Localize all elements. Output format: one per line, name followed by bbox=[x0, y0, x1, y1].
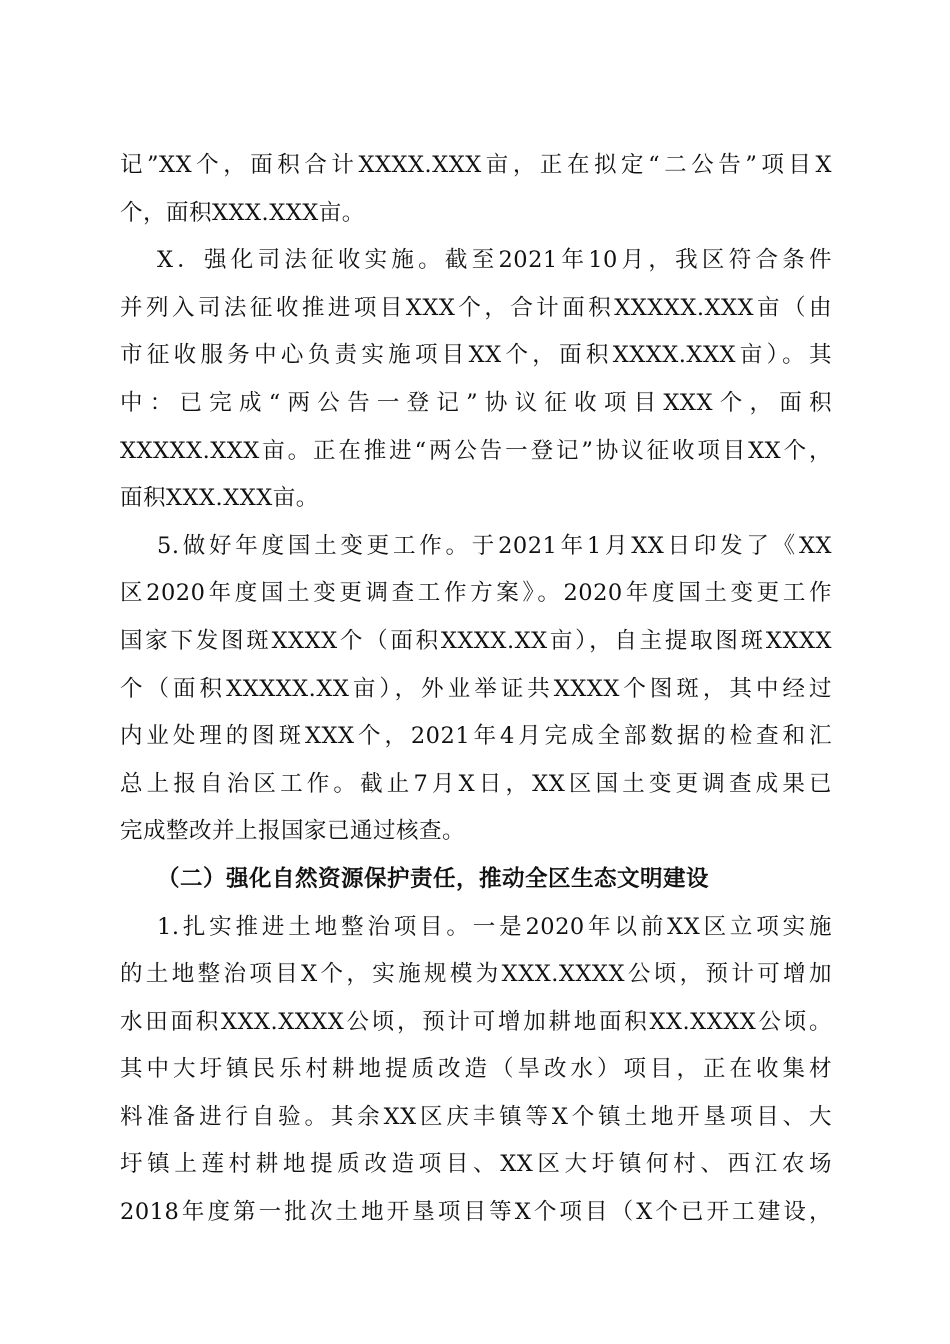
text-line: 1.扎实推进土地整治项目。一是2020年以前XX区立项实施 bbox=[157, 913, 832, 940]
text-line: 内业处理的图斑XXX个，2021年4月完成全部数据的检查和汇 bbox=[120, 723, 832, 750]
text-line: 记”XX个，面积合计XXXX.XXX亩，正在拟定“二公告”项目X bbox=[120, 152, 832, 178]
paragraph-continuation bbox=[120, 142, 832, 237]
text-line: 并列入司法征收推进项目XXX个，合计面积XXXXX.XXX亩（由 bbox=[120, 294, 832, 321]
text-line: XXXXX.XXX亩。正在推进“两公告一登记”协议征收项目XX个， bbox=[120, 437, 832, 464]
text-line: 的土地整治项目X个，实施规模为XXX.XXXX公顷，预计可增加 bbox=[120, 961, 832, 988]
text-line: 区2020年度国土变更调查工作方案》。2020年度国土变更工作 bbox=[120, 580, 832, 607]
paragraph-land-consolidation bbox=[120, 904, 832, 1237]
text-line: 国家下发图斑XXXX个（面积XXXX.XX亩），自主提取图斑XXXX bbox=[120, 627, 832, 654]
text-line: 市征收服务中心负责实施项目XX个，面积XXXX.XXX亩）。其 bbox=[120, 342, 832, 369]
text-line: 面积XXX.XXX亩。 bbox=[120, 485, 319, 512]
text-line: 总上报自治区工作。截止7月X日，XX区国土变更调查成果已 bbox=[120, 770, 832, 797]
text-line: 中：已完成“两公告一登记”协议征收项目XXX个，面积 bbox=[120, 389, 832, 416]
text-line: 个，面积XXX.XXX亩。 bbox=[120, 199, 365, 226]
text-line: 2018年度第一批次土地开垦项目等X个项目（X个已开工建设， bbox=[120, 1199, 832, 1226]
text-line: 5.做好年度国土变更工作。于2021年1月XX日印发了《XX bbox=[157, 532, 832, 559]
text-line: 个（面积XXXXX.XX亩），外业举证共XXXX个图斑，其中经过 bbox=[120, 675, 832, 702]
paragraph-land-change-survey bbox=[120, 523, 832, 856]
heading-text: （二）强化自然资源保护责任，推动全区生态文明建设 bbox=[157, 865, 710, 892]
text-line: 料准备进行自验。其余XX区庆丰镇等X个镇土地开垦项目、大 bbox=[120, 1103, 832, 1130]
text-line: 圩镇上莲村耕地提质改造项目、XX区大圩镇何村、西江农场 bbox=[120, 1151, 832, 1178]
text-line: 其中大圩镇民乐村耕地提质改造（旱改水）项目，正在收集材 bbox=[120, 1056, 832, 1083]
document-body bbox=[120, 142, 832, 1237]
paragraph-judicial-expropriation bbox=[120, 237, 832, 523]
section-heading bbox=[120, 856, 832, 904]
text-line: 完成整改并上报国家已通过核查。 bbox=[120, 818, 466, 845]
text-line: X．强化司法征收实施。截至2021年10月，我区符合条件 bbox=[157, 247, 832, 274]
text-line: 水田面积XXX.XXXX公顷，预计可增加耕地面积XX.XXXX公顷。 bbox=[120, 1008, 832, 1035]
